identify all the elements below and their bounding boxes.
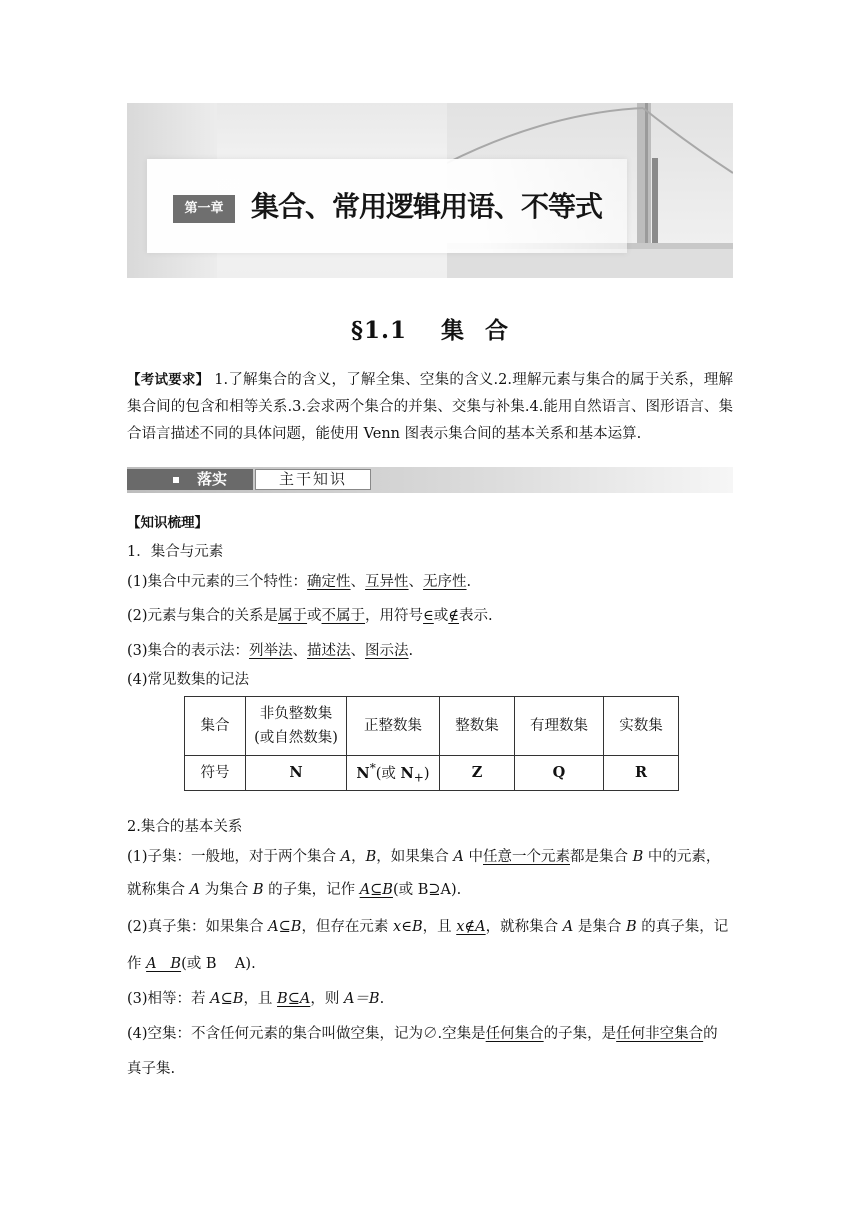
blank-answer: A B [146,956,182,972]
square-bullet-icon [173,477,179,483]
math-var: B [252,882,264,898]
table-cell: 有理数集 [515,697,604,756]
knowledge-tag: 【知识梳理】 [127,515,208,531]
text-span: ，用符号 [365,608,424,624]
text-span: (4)空集：不含任何元素的集合叫做空集，记为∅.空集是 [127,1026,486,1042]
chapter-badge: 第一章 [173,195,235,223]
blank-answer: x∉A [456,919,486,935]
text-span: ，则 [310,991,344,1007]
text-span: 或 [433,608,449,624]
section-title-char-2: 合 [485,317,510,344]
blank-answer: B⊆A [277,991,311,1007]
symbol-star: * [369,761,376,775]
table-cell: R [604,756,679,791]
table-row [185,697,679,756]
text-span: 、 [292,643,308,659]
banner-title-card [147,159,627,253]
blank-answer: 确定性 [307,574,351,590]
s2-item-1-line-2 [127,878,733,899]
section-number: §1.1 [350,317,408,344]
text-span: 中的元素， [643,849,721,865]
table-cell: Z [440,756,515,791]
math-var: A [453,849,464,865]
math-var: B [625,919,637,935]
blank-answer: 描述法 [307,643,351,659]
text-span: . [466,574,472,590]
text-span: ，就称集合 [485,919,563,935]
text-span: 是集合 [573,919,626,935]
text-span: ，且 [422,919,457,935]
blank-answer: ∉ [448,608,460,624]
table-row [185,756,679,791]
s1-item-1 [127,570,733,591]
s1-title: 1．集合与元素 [127,544,224,560]
section-title [0,312,860,345]
text-span: (或 B A). [181,956,256,972]
chapter-title: 集合、常用逻辑用语、不等式 [251,190,603,223]
bar-dark-segment [127,469,253,490]
s1-item-2 [127,604,733,625]
text-span: 的子集，是 [543,1026,617,1042]
table-cell: 符号 [185,756,246,791]
s1-item-3 [127,639,733,660]
text-span: (1)子集：一般地，对于两个集合 [127,849,341,865]
math-expr: x∈B [393,919,423,935]
text-span: ，如果集合 [376,849,454,865]
number-sets-table [184,696,679,791]
section-title-char-1: 集 [441,317,466,344]
s2-item-4-line-2: 真子集. [127,1061,176,1077]
exam-requirements [127,367,733,448]
text-span: (3)相等：若 [127,991,211,1007]
s2-item-2-line-1 [127,915,733,936]
text-span: (或 B⊇A). [392,882,462,898]
cell-line: 非负整数集 [259,706,333,722]
text-span: 都是集合 [570,849,633,865]
math-var: A [562,919,574,935]
text-span: 中 [463,849,483,865]
cell-line: (或自然数集) [254,730,338,746]
text-span: ，但存在元素 [301,919,394,935]
text-span: 就称集合 [127,882,190,898]
table-cell: 集合 [185,697,246,756]
blank-answer: 不属于 [321,608,366,624]
blank-answer: 无序性 [423,574,467,590]
symbol-n: N [356,764,370,782]
math-var: B [365,849,377,865]
s1-item-4: (4)常见数集的记法 [127,672,250,688]
text-span: 、 [408,574,424,590]
text-span: 的子集，记作 [263,882,360,898]
text-span: 、 [350,574,366,590]
s2-item-4-line-1 [127,1022,733,1043]
text-span: ) [423,765,430,782]
text-span: ， [351,849,366,865]
table-cell [246,697,347,756]
text-span: 、 [350,643,366,659]
text-span: (1)集合中元素的三个特性： [127,574,308,590]
text-span: 为集合 [200,882,253,898]
blank-answer: 任何集合 [485,1026,544,1042]
blank-answer: 互异性 [365,574,409,590]
text-span: (2)元素与集合的关系是 [127,608,279,624]
text-span: . [379,991,385,1007]
chapter-banner [127,103,733,278]
table-cell: 正整数集 [347,697,440,756]
blank-answer: 属于 [278,608,308,624]
math-var: A [340,849,352,865]
text-span: (2)真子集：如果集合 [127,919,269,935]
table-cell [347,756,440,791]
table-cell: N [246,756,347,791]
text-span: (3)集合的表示法： [127,643,250,659]
symbol-n: N [400,764,414,782]
table-cell: Q [515,756,604,791]
s2-title: 2.集合的基本关系 [127,819,243,835]
symbol-plus: + [413,770,424,785]
blank-answer: 任何非空集合 [616,1026,704,1042]
blank-answer: 列举法 [249,643,293,659]
math-expr: A⊆B [268,919,302,935]
text-span: 的真子集，记 [636,919,729,935]
s2-item-3 [127,987,733,1008]
blank-answer: 任意一个元素 [483,849,570,865]
s2-item-1-line-1 [127,845,733,866]
math-expr: A＝B [343,991,380,1007]
text-span: ，且 [243,991,278,1007]
requirements-text: 1.了解集合的含义，了解全集、空集的含义.2.理解元素与集合的属于关系，理解集合间的包含和相等关系.3.会求两个集合的并集、交集与补集.4.能用自然语言、图形语言、集合语言描述不同的具体问题，能使用 Venn 图表示集合间的基本关系和基本运算. [127,372,733,442]
text-span: 或 [307,608,322,624]
table-cell: 实数集 [604,697,679,756]
text-span: 表示. [459,608,493,624]
blank-answer: A⊆B [359,882,393,898]
math-var: B [632,849,644,865]
bar-dark-label: 落实 [197,470,228,488]
text-span: (或 [375,765,401,782]
math-var: A [189,882,201,898]
s2-item-2-line-2 [127,952,733,973]
blank-answer: 图示法 [365,643,409,659]
section-bar [127,467,733,493]
text-span: 作 [127,956,147,972]
text-span: 的 [703,1026,718,1042]
text-span: . [408,643,414,659]
math-expr: A⊆B [210,991,244,1007]
bar-light-label: 主干知识 [255,469,371,490]
requirements-tag: 【考试要求】 [127,372,210,388]
blank-answer: ∈ [423,608,434,624]
table-cell: 整数集 [440,697,515,756]
